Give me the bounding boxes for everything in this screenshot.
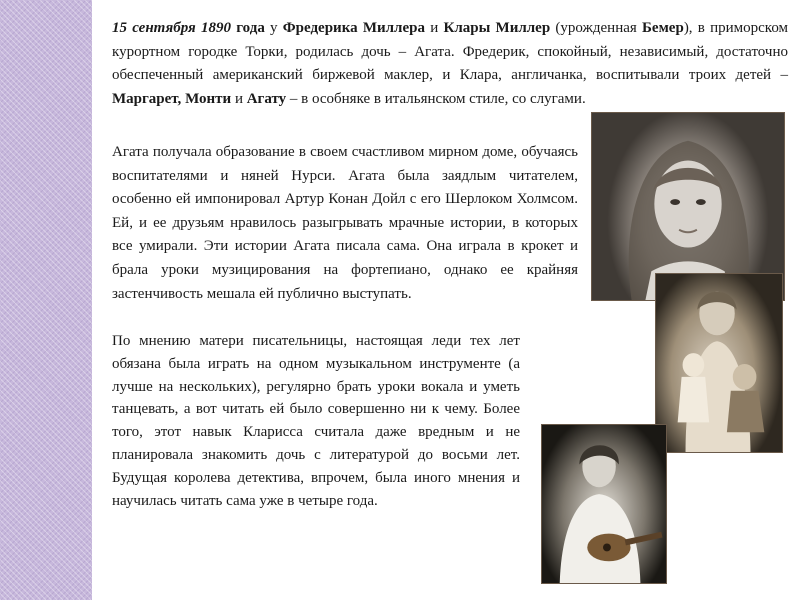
- child-name: Маргарет,: [112, 90, 182, 107]
- maiden-name: Бемер: [642, 20, 684, 36]
- text-fragment: и: [231, 90, 247, 107]
- mother-name: Клары Миллер: [443, 20, 551, 36]
- text-fragment: (урожденная: [550, 20, 643, 36]
- mother-opinion-paragraph: По мнению матери писательницы, настоящая леди тех лет обязана была играть на одном музыкальном инструменте (а лучше на нескольких), регулярно брать уроки вокала и уметь танцевать, а вот читать ей было совершенно ни к чему. Более того, этот навык Кларисса считала даже вредным и не планировала знакомить дочь с литературой до восьми лет. Будущая королева детектива, впрочем, была иного мнения и научилась читать сама уже в четыре года.: [112, 333, 520, 509]
- decorative-side-stripe: [0, 0, 92, 600]
- photo-girl-with-dolls: [655, 273, 783, 453]
- education-paragraph: Агата получала образование в своем счастливом мирном доме, обучаясь воспитателями и няней Нурси. Агата была заядлым читателем, особенно ей импонировал Артур Конан Дойл с его Шерлоком Холмсом. Ей, и ее друзьям нравилось разыгрывать мрачные истории, в которых все умирали. Эти истории Агата писала сама. Она играла в крокет и брала уроки музицирования на фортепиано, однако ее крайняя застенчивость мешала ей публично выступать.: [112, 144, 578, 302]
- year-word: года: [231, 20, 265, 36]
- text-fragment: и: [424, 20, 444, 36]
- intro-paragraph: [112, 17, 788, 111]
- child-name: Монти: [185, 90, 232, 107]
- photo-girl-with-mandolin: [541, 424, 667, 584]
- text-fragment: – в особняке в итальянском стиле, со слугами.: [286, 90, 586, 107]
- father-name: Фредерика Миллера: [282, 20, 425, 36]
- text-fragment: ), в приморском курортном городке Торки, родилась дочь – Агата. Фредерик, спокойный, независимый, достаточно обеспеченный американский биржевой маклер, и Клара, англичанка, воспитывали троих детей –: [112, 20, 789, 84]
- text-fragment: у: [264, 20, 283, 36]
- birth-date: 15 сентября 1890: [112, 20, 231, 36]
- child-name: Агату: [246, 90, 287, 107]
- girl-portrait-icon: [592, 113, 784, 300]
- girl-with-dolls-icon: [656, 274, 782, 452]
- girl-with-mandolin-icon: [542, 425, 666, 583]
